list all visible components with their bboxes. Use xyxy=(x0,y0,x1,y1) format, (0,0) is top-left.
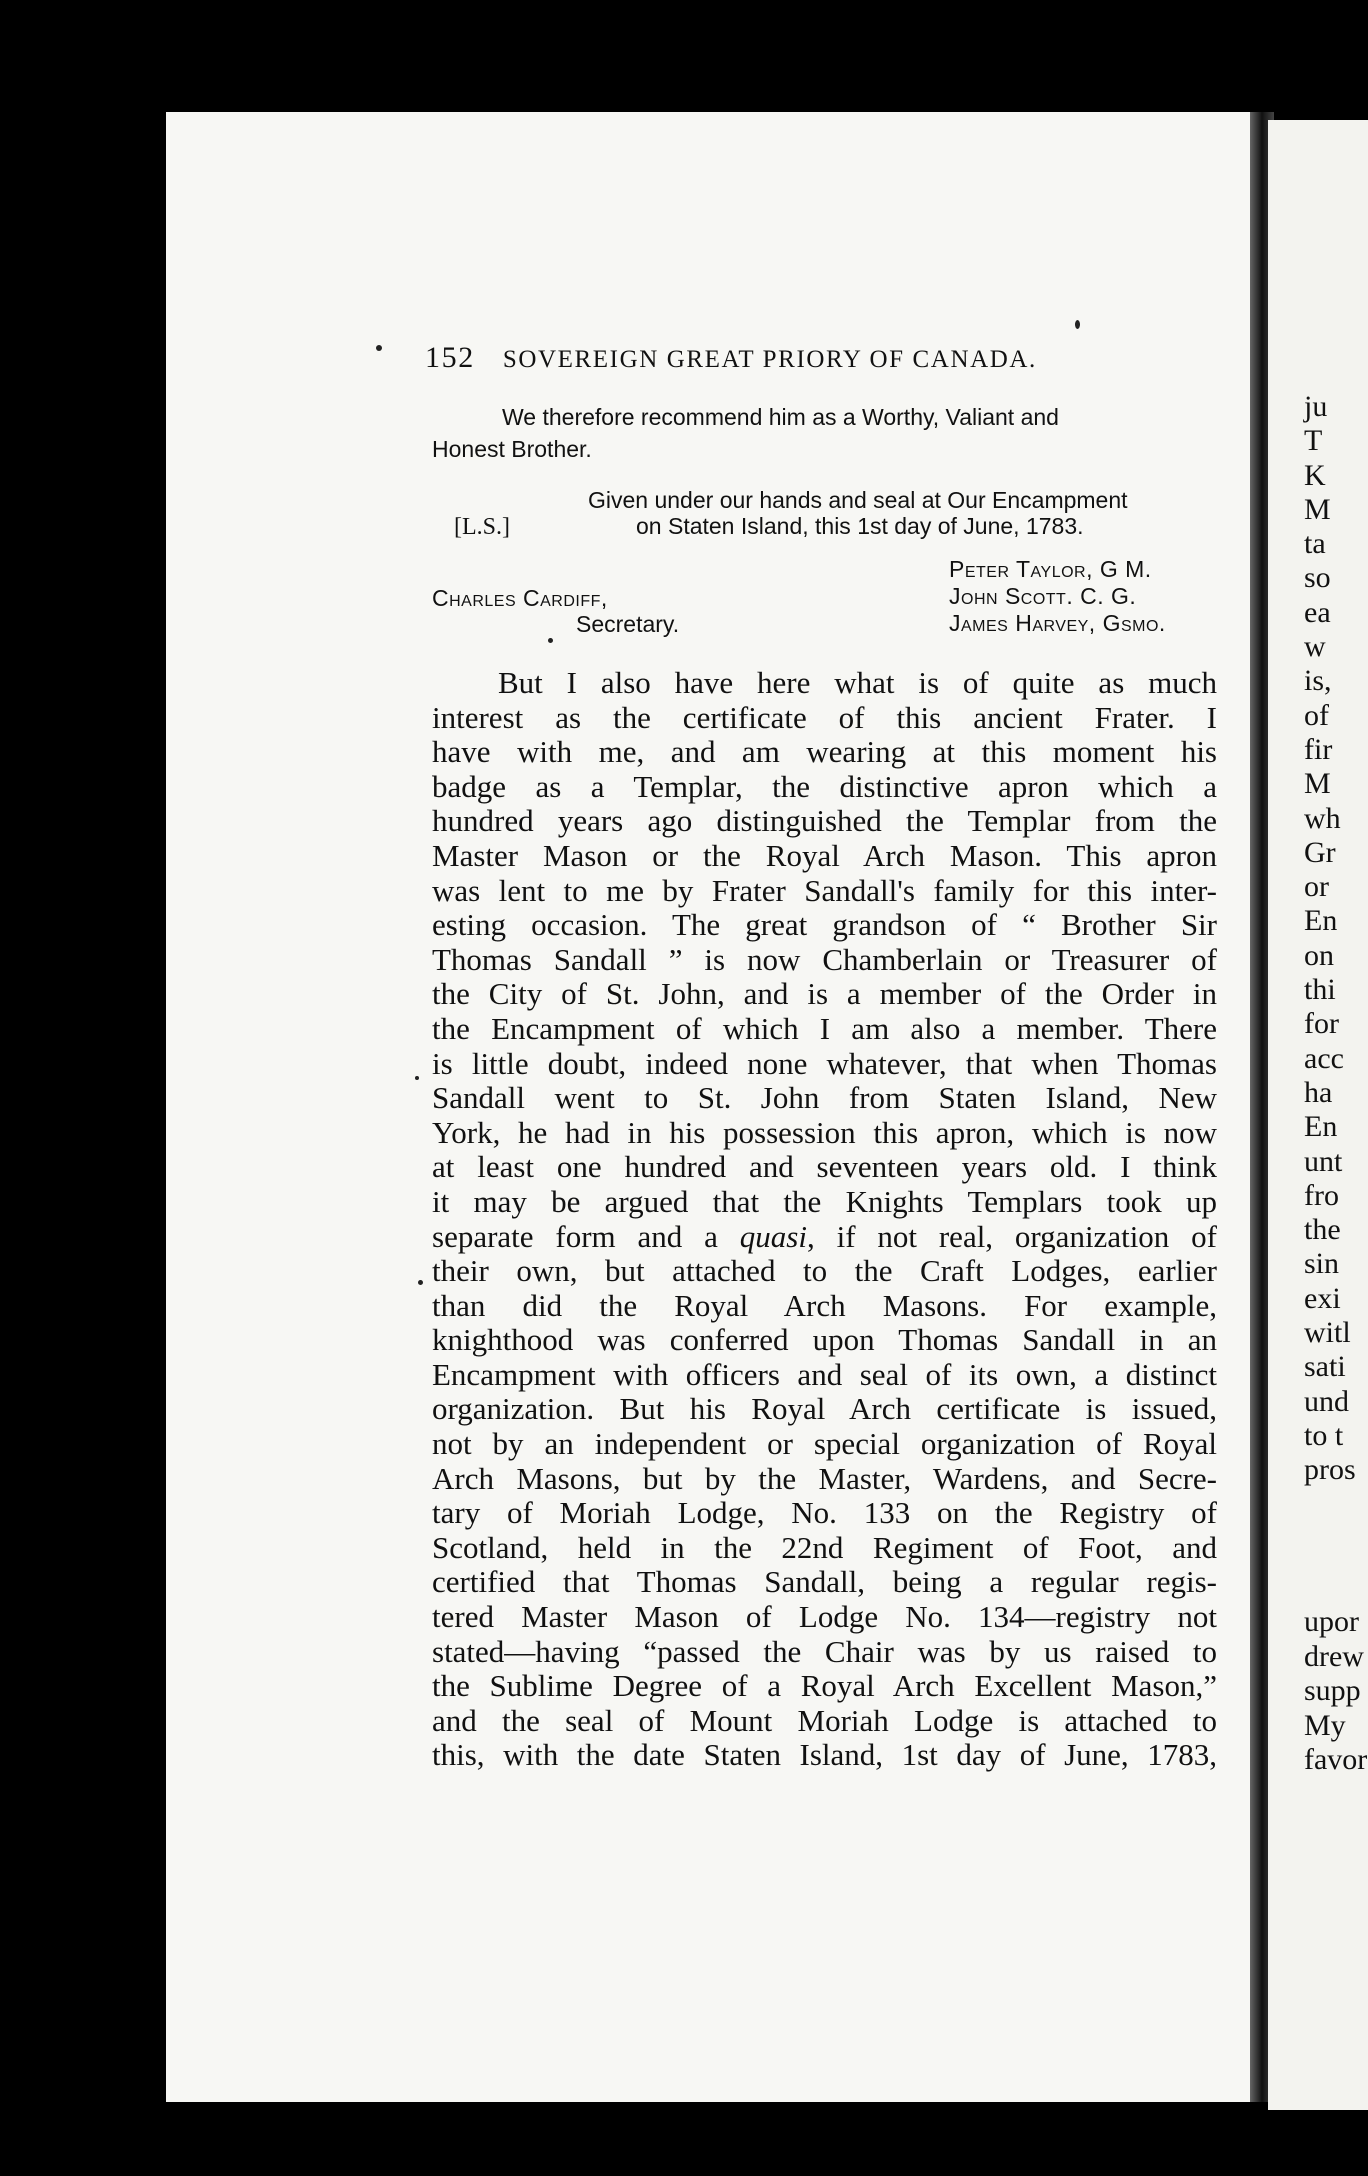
body-line: at least one hundred and seventeen years old. I think xyxy=(432,1149,1217,1185)
body-line: this, with the date Staten Island, 1st day of June, 1783, xyxy=(432,1737,1217,1773)
body-line: hundred years ago distinguished the Templar from the xyxy=(432,803,1217,839)
facing-line-fragment: to t xyxy=(1304,1418,1344,1452)
facing-line-fragment: or xyxy=(1304,870,1329,904)
facing-line-fragment: upor xyxy=(1304,1605,1359,1638)
facing-line-fragment: wh xyxy=(1304,801,1341,835)
facing-line-fragment: of xyxy=(1304,698,1329,732)
body-line: Sandall went to St. John from Staten Island, New xyxy=(432,1080,1217,1116)
body-line: certified that Thomas Sandall, being a regular regis- xyxy=(432,1564,1217,1600)
facing-line-fragment: the xyxy=(1304,1213,1341,1247)
facing-line-fragment: supp xyxy=(1304,1674,1361,1707)
facing-line-fragment: on xyxy=(1304,938,1334,972)
body-line: their own, but attached to the Craft Lodges, earlier xyxy=(432,1253,1217,1289)
body-line: Scotland, held in the 22nd Regiment of Foot, and xyxy=(432,1529,1217,1565)
facing-line-fragment: witl xyxy=(1304,1316,1351,1350)
body-line: the Sublime Degree of a Royal Arch Excellent Mason,” xyxy=(432,1668,1217,1704)
facing-line-fragment: M xyxy=(1304,492,1331,526)
body-line: separate form and a quasi, if not real, organization of xyxy=(432,1218,1217,1254)
given-line-2: on Staten Island, this 1st day of June, 1783. xyxy=(636,513,1084,539)
body-line: the City of St. John, and is a member of the Order in xyxy=(432,976,1217,1012)
page-number: 152 xyxy=(425,341,475,374)
signatory-3: James Harvey, Gsmo. xyxy=(949,610,1166,636)
body-line: not by an independent or special organization of Royal xyxy=(432,1426,1217,1462)
facing-line-fragment: ju xyxy=(1304,390,1328,423)
body-line: the Encampment of which I am also a member. There xyxy=(432,1010,1217,1046)
body-line: But I also have here what is of quite as much xyxy=(498,665,1217,700)
facing-line-fragment: drew xyxy=(1304,1639,1364,1673)
body-line: Arch Masons, but by the Master, Wardens, and Secre- xyxy=(432,1460,1217,1496)
facing-page-text-lower xyxy=(1304,1605,1367,1778)
facing-page-text xyxy=(1304,390,1356,1488)
scan-speck xyxy=(1075,320,1080,329)
facing-line-fragment: sin xyxy=(1304,1247,1340,1281)
body-line: York, he had in his possession this apron, which is now xyxy=(432,1114,1217,1150)
body-line: organization. But his Royal Arch certificate is issued, xyxy=(432,1391,1217,1427)
facing-line-fragment: unt xyxy=(1304,1144,1343,1178)
body-line: esting occasion. The great grandson of “ Brother Sir xyxy=(432,907,1217,943)
body-line: than did the Royal Arch Masons. For example, xyxy=(432,1287,1217,1323)
facing-line-fragment: so xyxy=(1304,561,1331,595)
facing-line-fragment: En xyxy=(1304,1110,1338,1144)
facing-line-fragment: sati xyxy=(1304,1350,1346,1384)
scan-speck xyxy=(548,638,553,643)
facing-line-fragment: pros xyxy=(1304,1453,1356,1487)
running-title: SOVEREIGN GREAT PRIORY OF CANADA. xyxy=(502,346,1037,373)
body-line: it may be argued that the Knights Templars took up xyxy=(432,1183,1217,1219)
scan-speck xyxy=(415,1076,419,1080)
facing-line-fragment: favor xyxy=(1304,1743,1368,1776)
given-line-1 xyxy=(588,487,1128,514)
secretary-title: Secretary. xyxy=(576,611,680,637)
given-line-1-text: Given under our hands and seal at Our Encampment xyxy=(588,487,1128,513)
body-line: and the seal of Mount Moriah Lodge is attached to xyxy=(432,1702,1217,1738)
facing-line-fragment: fir xyxy=(1304,732,1333,766)
facing-line-fragment: w xyxy=(1304,630,1326,664)
secretary-name: Charles Cardiff, xyxy=(432,585,608,611)
body-line: have with me, and am wearing at this moment his xyxy=(432,734,1217,770)
facing-line-fragment: ea xyxy=(1304,595,1331,629)
facing-line-fragment: acc xyxy=(1304,1041,1344,1075)
running-header xyxy=(425,341,1125,375)
body-line: badge as a Templar, the distinctive apron which a xyxy=(432,768,1217,804)
facing-line-fragment: K xyxy=(1304,458,1326,492)
body-line: is little doubt, indeed none whatever, that when Thomas xyxy=(432,1045,1217,1081)
facing-line-fragment: fro xyxy=(1304,1178,1339,1212)
body-line: tary of Moriah Lodge, No. 133 on the Registry of xyxy=(432,1495,1217,1531)
signatory-1: Peter Taylor, G M. xyxy=(949,556,1152,582)
recommend-line-1: We therefore recommend him as a Worthy, Valiant and xyxy=(502,404,1059,430)
body-line: stated—having “passed the Chair was by us raised to xyxy=(432,1633,1217,1669)
facing-line-fragment: for xyxy=(1304,1007,1339,1041)
signatory-2: John Scott. C. G. xyxy=(949,583,1137,609)
body-line: interest as the certificate of this ancient Frater. I xyxy=(432,699,1217,735)
facing-line-fragment: thi xyxy=(1304,973,1336,1007)
facing-line-fragment: M xyxy=(1304,767,1331,801)
facing-line-fragment: is, xyxy=(1304,664,1332,698)
facing-line-fragment: ha xyxy=(1304,1075,1333,1109)
body-line: tered Master Mason of Lodge No. 134—registry not xyxy=(432,1599,1217,1635)
body-paragraph xyxy=(432,666,1217,1773)
facing-line-fragment: My xyxy=(1304,1708,1346,1742)
facing-line-fragment: ta xyxy=(1304,527,1326,561)
facing-line-fragment: T xyxy=(1304,424,1323,458)
facing-line-fragment: und xyxy=(1304,1384,1349,1418)
body-line: Thomas Sandall ” is now Chamberlain or Treasurer of xyxy=(432,941,1217,977)
scan-speck xyxy=(376,345,382,351)
body-line: Master Mason or the Royal Arch Mason. This apron xyxy=(432,837,1217,873)
seal-mark: [L.S.] xyxy=(454,514,510,540)
body-line: was lent to me by Frater Sandall's family for this inter- xyxy=(432,872,1217,908)
facing-line-fragment: Gr xyxy=(1304,835,1336,869)
body-line: knighthood was conferred upon Thomas Sandall in an xyxy=(432,1322,1217,1358)
facing-line-fragment: En xyxy=(1304,904,1338,938)
recommend-line-2: Honest Brother. xyxy=(432,436,592,462)
body-line: Encampment with officers and seal of its own, a distinct xyxy=(432,1356,1217,1392)
scan-speck xyxy=(418,1280,423,1285)
facing-line-fragment: exi xyxy=(1304,1281,1341,1315)
